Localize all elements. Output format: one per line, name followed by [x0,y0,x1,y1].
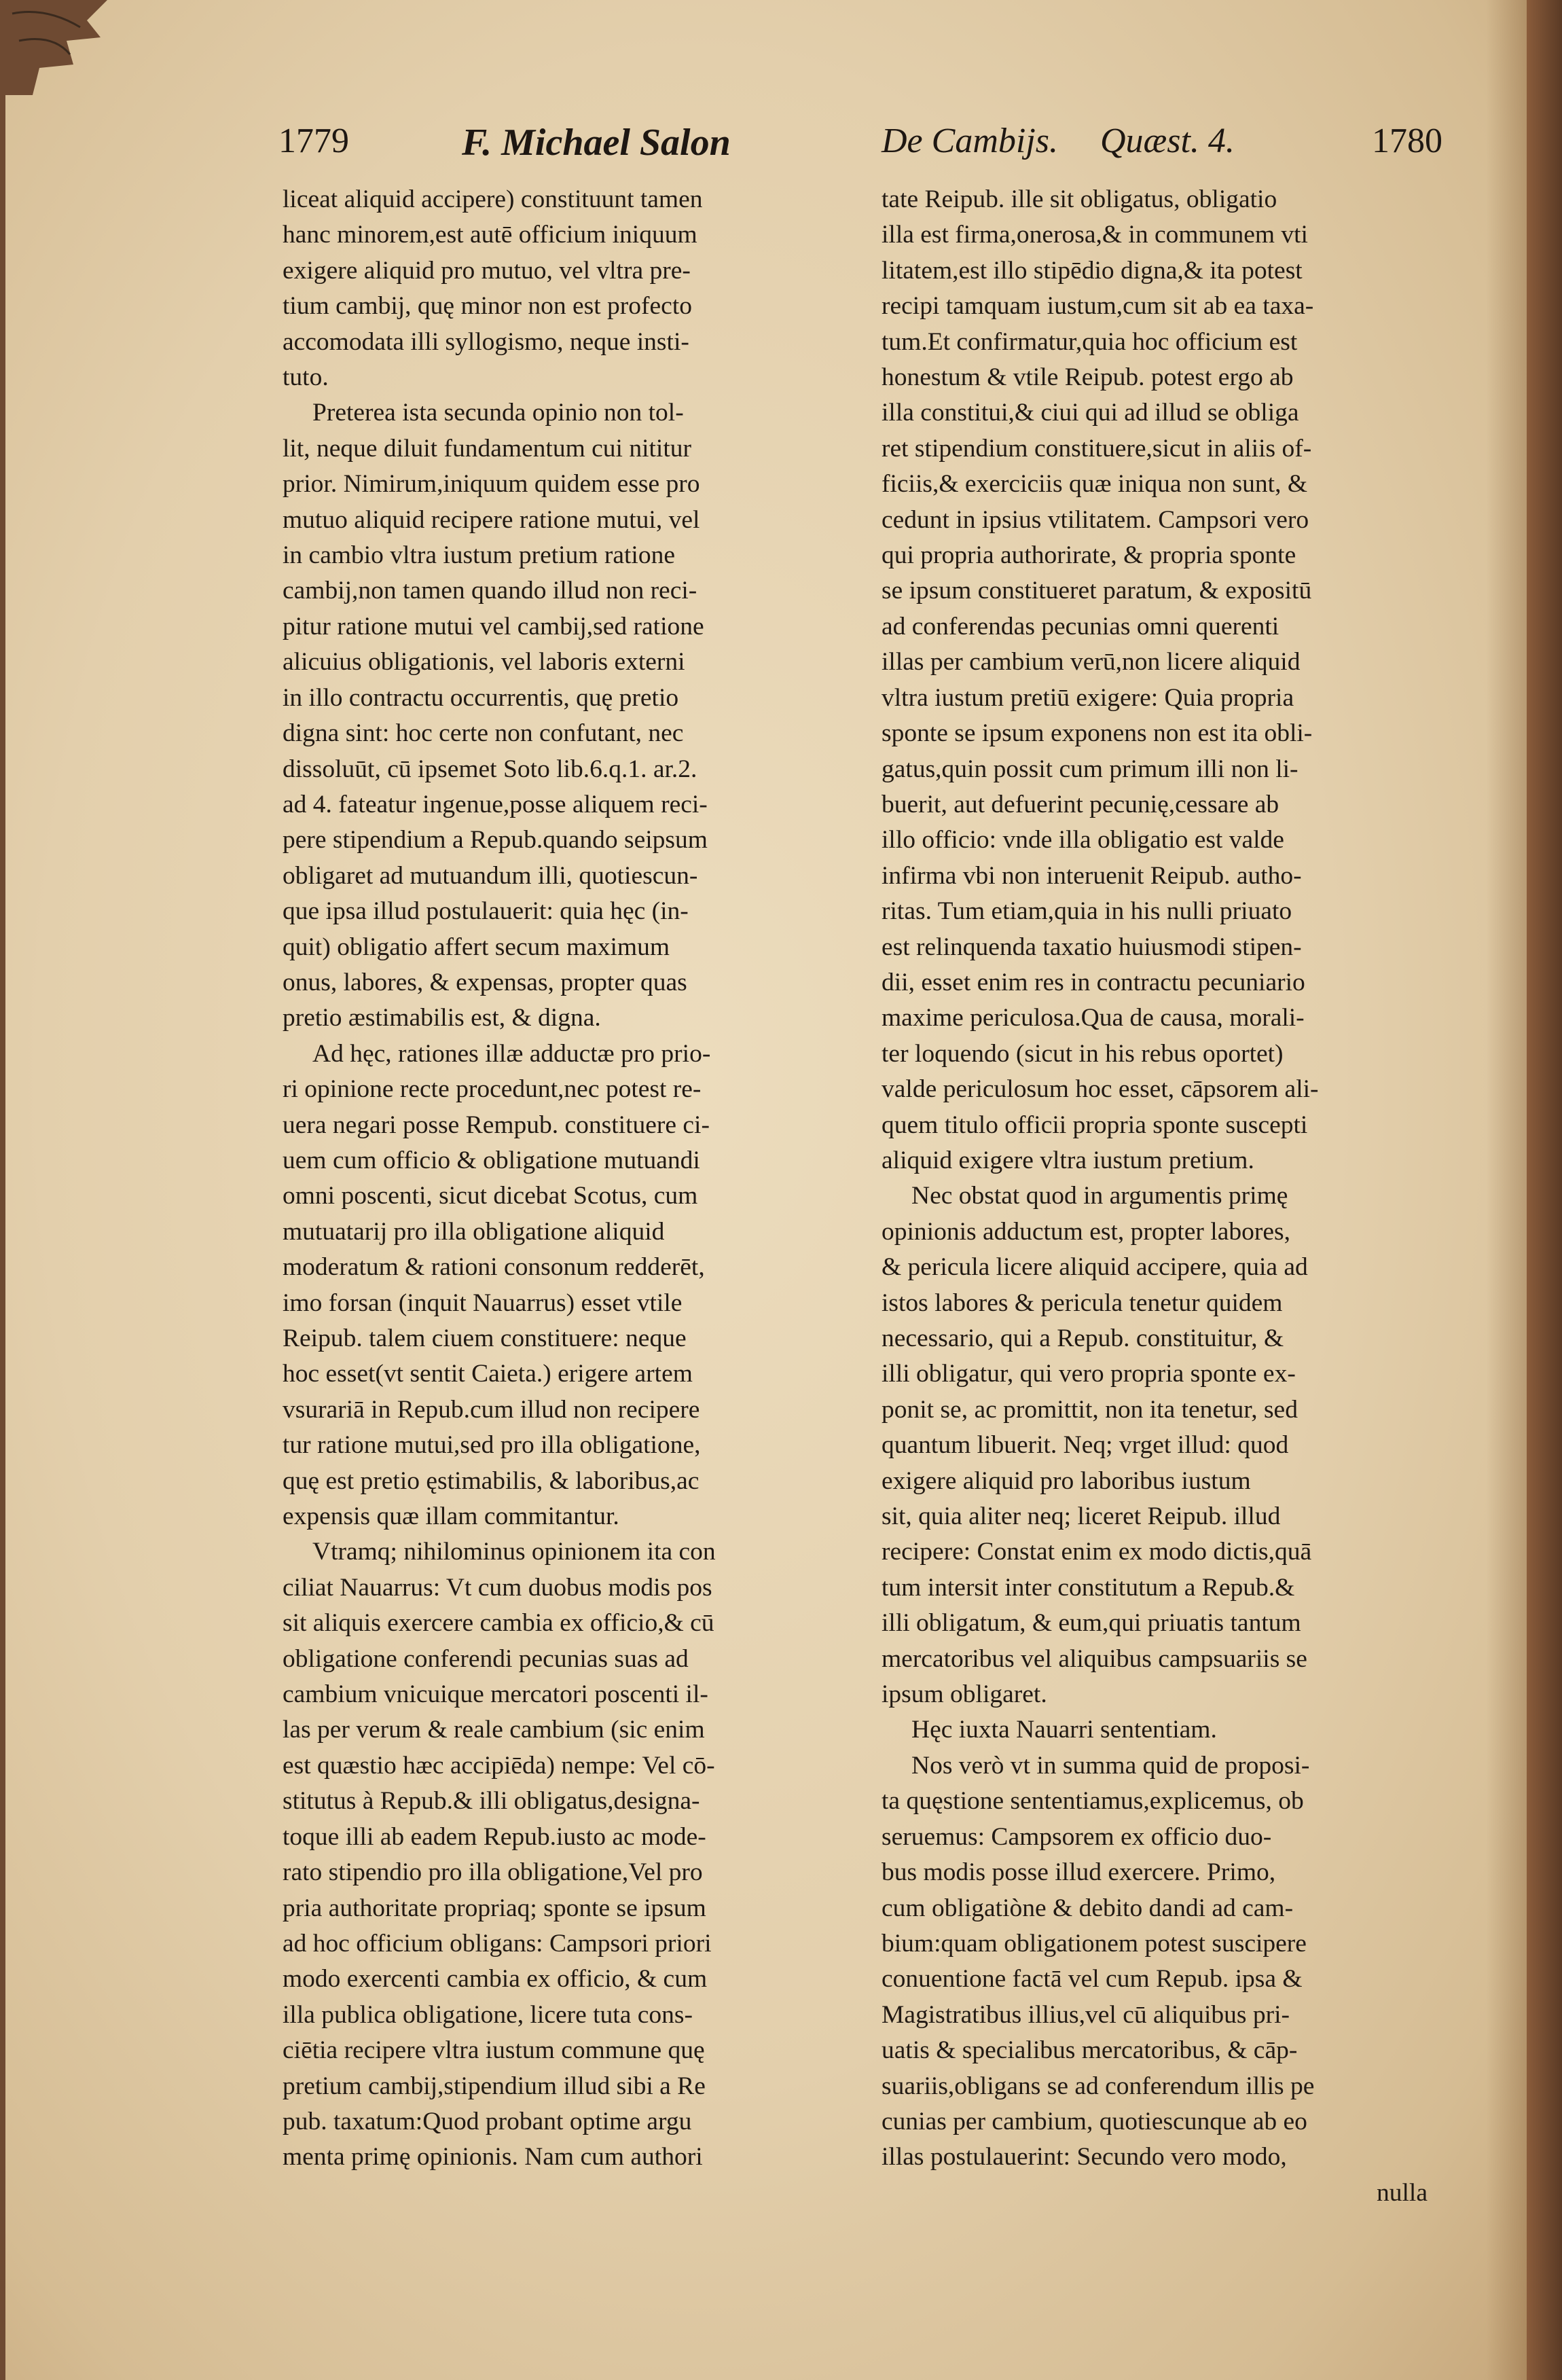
text-line: tium cambij, quę minor non est profecto [283,292,692,321]
text-line: se ipsum constitueret paratum, & expositū [882,577,1312,605]
text-line: cum obligatiòne & debito dandi ad cam- [882,1894,1294,1922]
text-line: tur ratione mutui,sed pro illa obligatione, [283,1431,701,1460]
text-line: Reipub. talem ciuem constituere: neque [283,1324,687,1352]
text-line: uem cum officio & obligatione mutuandi [283,1146,700,1174]
torn-corner-icon [5,0,107,95]
text-line: est quæstio hæc accipiēda) nempe: Vel cō- [283,1751,715,1780]
text-line: ipsum obligaret. [882,1680,1047,1709]
page-number-right: 1780 [1372,122,1442,160]
text-line: moderatum & rationi consonum redderēt, [283,1253,705,1282]
text-line: & pericula licere aliquid accipere, quia ad [882,1253,1308,1282]
text-line: qui propria authorirate, & propria sponte [882,541,1296,570]
page-number-left: 1779 [278,122,349,160]
text-line: Ad hęc, rationes illæ adductæ pro prio- [312,1039,711,1068]
text-line: mercatoribus vel aliquibus campsuariis se [882,1644,1307,1673]
book-page [5,0,1527,2380]
text-line: cambij,non tamen quando illud non reci- [283,577,697,605]
text-line: toque illi ab eadem Repub.iusto ac mode- [283,1822,706,1851]
text-line: quit) obligatio affert secum maximum [283,933,670,961]
text-line: las per verum & reale cambium (sic enim [283,1716,705,1744]
text-line: bium:quam obligationem potest suscipere [882,1929,1307,1958]
text-line: obligatione conferendi pecunias suas ad [283,1644,689,1673]
text-line: hoc esset(vt sentit Caieta.) erigere artem [283,1360,693,1388]
text-line: illi obligatum, & eum,qui priuatis tantum [882,1609,1301,1638]
text-line: accomodata illi syllogismo, neque insti- [283,327,689,356]
page-edge-shadow [1527,0,1562,2380]
text-line: mutuatarij pro illa obligatione aliquid [283,1217,665,1246]
text-line: ficiis,& exerciciis quæ iniqua non sunt, & [882,470,1307,499]
text-line: digna sint: hoc certe non confutant, nec [283,719,684,748]
text-line: est relinquenda taxatio huiusmodi stipen- [882,933,1302,961]
text-line: vltra iustum pretiū exigere: Quia propria [882,683,1294,712]
text-line: illa constitui,& ciui qui ad illud se obliga [882,399,1299,427]
text-line: ritas. Tum etiam,quia in his nulli priuato [882,897,1292,926]
text-line: ponit se, ac promittit, non ita tenetur, sed [882,1395,1298,1424]
text-line: illas postulauerint: Secundo vero modo, [882,2143,1287,2171]
text-line: dissoluūt, cū ipsemet Soto lib.6.q.1. ar.2. [283,755,697,783]
text-line: recipere: Constat enim ex modo dictis,quā [882,1538,1312,1566]
author-heading: F. Michael Salon [462,122,731,164]
text-line: expensis quæ illam commitantur. [283,1502,619,1531]
text-line: recipi tamquam iustum,cum sit ab ea taxa- [882,292,1314,321]
text-line: tum intersit inter constitutum a Repub.& [882,1573,1295,1602]
left-text-column [283,182,826,2176]
text-line: lit, neque diluit fundamentum cui nititur [283,434,691,463]
text-line: tum.Et confirmatur,quia hoc officium est [882,327,1298,356]
text-line: omni poscenti, sicut dicebat Scotus, cum [283,1182,698,1210]
text-line: illas per cambium verū,non licere aliquid [882,648,1301,677]
text-line: illa est firma,onerosa,& in communem vti [882,221,1308,249]
text-line: honestum & vtile Reipub. potest ergo ab [882,363,1294,392]
text-line: cunias per cambium, quotiescunque ab eo [882,2107,1307,2135]
running-header [5,121,1527,168]
text-line: sit, quia aliter neq; liceret Reipub. illud [882,1502,1281,1531]
text-line: pretio æstimabilis est, & digna. [283,1004,601,1032]
text-line: rato stipendio pro illa obligatione,Vel pro [283,1858,703,1887]
text-line: que ipsa illud postulauerit: quia hęc (in- [283,897,689,926]
right-text-column [882,182,1452,2211]
text-line: Magistratibus illius,vel cū aliquibus pri- [882,2000,1290,2029]
text-line: pub. taxatum:Quod probant optime argu [283,2107,692,2135]
text-line: Preterea ista secunda opinio non tol- [312,399,684,427]
text-line: Nec obstat quod in argumentis primę [911,1182,1288,1210]
text-line: ciliat Nauarrus: Vt cum duobus modis pos [283,1573,712,1602]
text-line: ter loquendo (sicut in his rebus oportet) [882,1039,1284,1068]
text-line: alicuius obligationis, vel laboris externi [283,648,685,677]
text-line: seruemus: Campsorem ex officio duo- [882,1822,1272,1851]
text-line: stitutus à Repub.& illi obligatus,designa- [283,1787,700,1816]
text-line: ta quęstione sententiamus,explicemus, ob [882,1787,1304,1816]
text-line: cambium vnicuique mercatori poscenti il- [283,1680,708,1709]
text-line: Vtramq; nihilominus opinionem ita con [312,1538,716,1566]
text-line: litatem,est illo stipēdio digna,& ita potest [882,256,1303,285]
work-title: De Cambijs. [882,122,1058,160]
text-line: exigere aliquid pro mutuo, vel vltra pre- [283,256,691,285]
text-line: istos labores & pericula tenetur quidem [882,1288,1283,1317]
text-line: obligaret ad mutuandum illi, quotiescun- [283,861,698,890]
text-line: Hęc iuxta Nauarri sententiam. [911,1716,1217,1744]
text-line: bus modis posse illud exercere. Primo, [882,1858,1276,1887]
text-line: buerit, aut defuerint pecunię,cessare ab [882,790,1279,818]
text-line: quem titulo officii propria sponte suscepti [882,1111,1308,1139]
text-line: illi obligatur, qui vero propria sponte ex- [882,1360,1296,1388]
text-line: suariis,obligans se ad conferendum illis pe [882,2072,1315,2100]
text-line: pitur ratione mutui vel cambij,sed ratione [283,612,704,641]
text-line: pria authoritate propriaq; sponte se ipsum [283,1894,706,1922]
text-line: vsurariā in Repub.cum illud non recipere [283,1395,700,1424]
text-line: infirma vbi non interuenit Reipub. autho- [882,861,1302,890]
text-line: sit aliquis exercere cambia ex officio,& cū [283,1609,714,1638]
text-line: aliquid exigere vltra iustum pretium. [882,1146,1254,1174]
text-line: illo officio: vnde illa obligatio est valde [882,826,1284,854]
text-line: quantum libuerit. Neq; vrget illud: quod [882,1431,1289,1460]
text-line: pere stipendium a Repub.quando seipsum [283,826,708,854]
text-line: ciētia recipere vltra iustum commune quę [283,2036,705,2065]
text-line: liceat aliquid accipere) constituunt tamen [283,185,703,213]
quaestio-label: Quæst. 4. [1100,122,1235,160]
text-line: hanc minorem,est autē officium iniquum [283,221,697,249]
text-line: ri opinione recte procedunt,nec potest re- [283,1075,702,1104]
text-line: ad conferendas pecunias omni querenti [882,612,1279,641]
text-line: in illo contractu occurrentis, quę pretio [283,683,679,712]
text-line: in cambio vltra iustum pretium ratione [283,541,675,570]
text-line: illa publica obligatione, licere tuta cons- [283,2000,693,2029]
text-line: valde periculosum hoc esset, cāpsorem ali- [882,1075,1319,1104]
text-line: cedunt in ipsius vtilitatem. Campsori vero [882,505,1309,534]
text-line: modo exercenti cambia ex officio, & cum [283,1965,708,1994]
text-line: uatis & specialibus mercatoribus, & cāp- [882,2036,1298,2065]
text-line: quę est pretio ęstimabilis, & laboribus,ac [283,1466,700,1495]
text-line: necessario, qui a Repub. constituitur, & [882,1324,1284,1352]
text-line: tate Reipub. ille sit obligatus, obligatio [882,185,1277,213]
text-line: maxime periculosa.Qua de causa, morali- [882,1004,1305,1032]
text-line: ad hoc officium obligans: Campsori priori [283,1929,712,1958]
text-line: exigere aliquid pro laboribus iustum [882,1466,1251,1495]
text-line: uera negari posse Rempub. constituere ci- [283,1111,710,1139]
text-line: prior. Nimirum,iniquum quidem esse pro [283,470,700,499]
text-line: pretium cambij,stipendium illud sibi a Re [283,2072,706,2100]
text-line: menta primę opinionis. Nam cum authori [283,2143,703,2171]
text-line: mutuo aliquid recipere ratione mutui, vel [283,505,700,534]
text-line: onus, labores, & expensas, propter quas [283,968,687,996]
text-line: ret stipendium constituere,sicut in aliis of- [882,434,1312,463]
text-line: dii, esset enim res in contractu pecuniario [882,968,1305,996]
text-line: nulla [1377,2178,1428,2207]
text-line: gatus,quin possit cum primum illi non li- [882,755,1298,783]
text-line: Nos verò vt in summa quid de proposi- [911,1751,1310,1780]
text-line: opinionis adductum est, propter labores, [882,1217,1290,1246]
text-line: conuentione factā vel cum Repub. ipsa & [882,1965,1303,1994]
text-line: ad 4. fateatur ingenue,posse aliquem reci- [283,790,708,818]
text-line: sponte se ipsum exponens non est ita obli- [882,719,1313,748]
text-line: imo forsan (inquit Nauarrus) esset vtile [283,1288,683,1317]
text-line: tuto. [283,363,329,392]
